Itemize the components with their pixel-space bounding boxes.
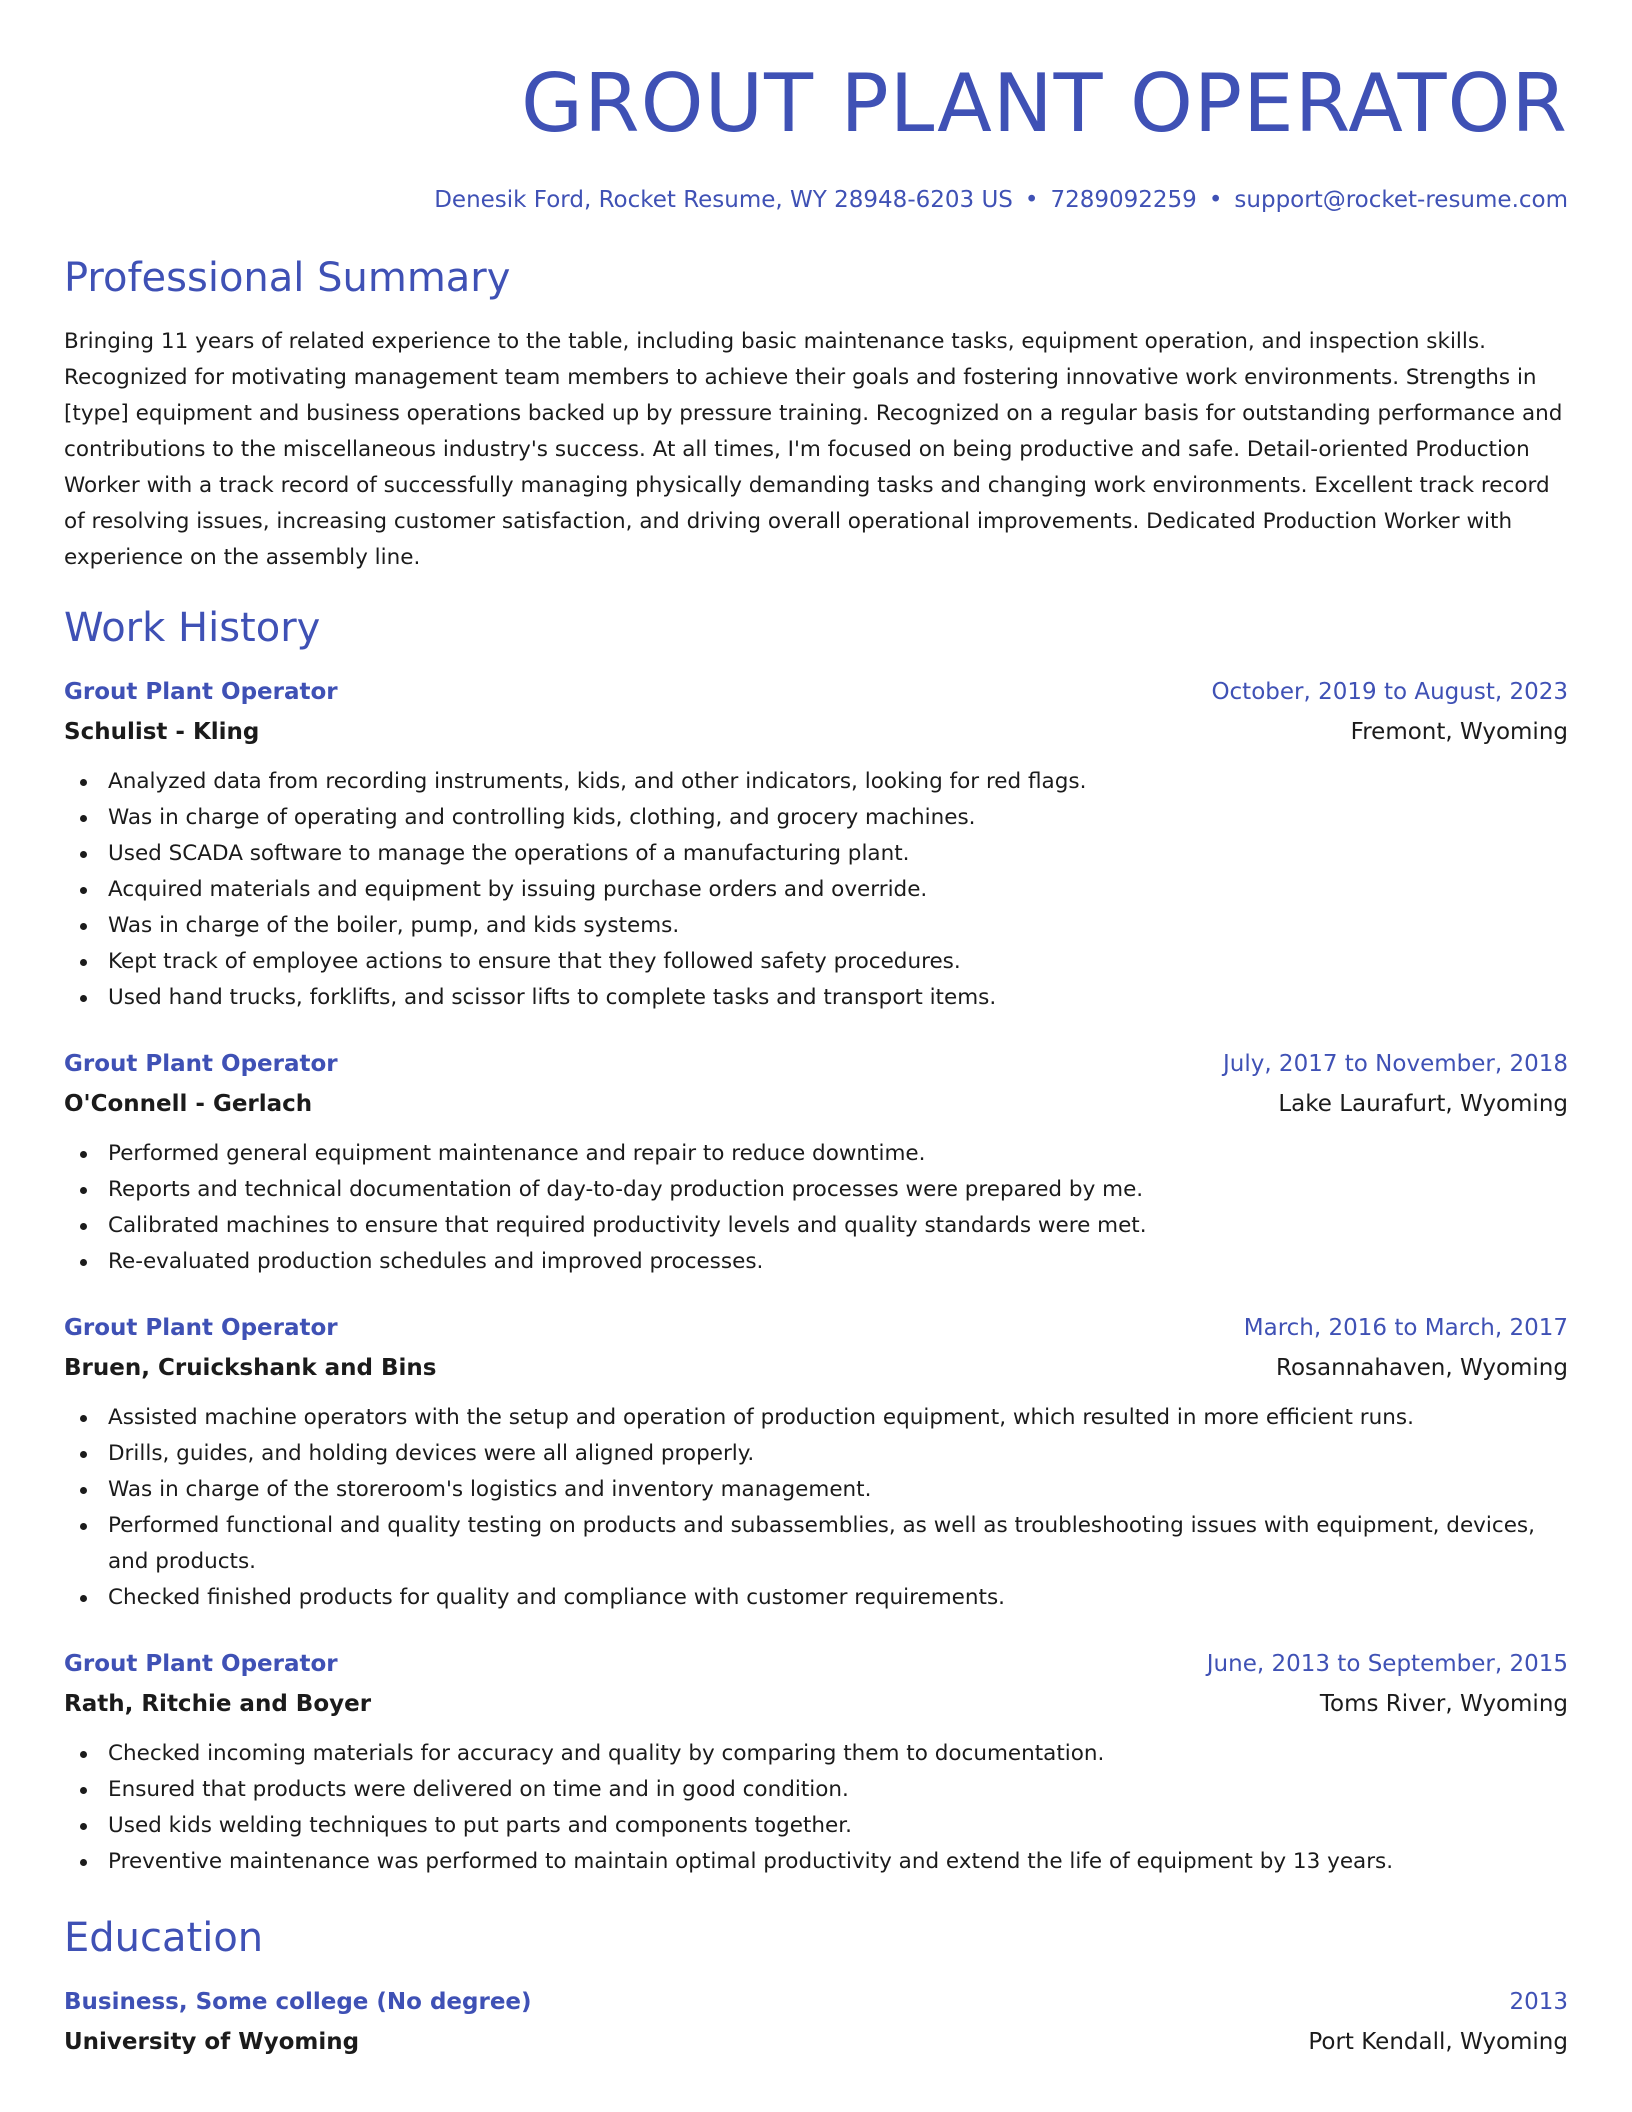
job-company: Schulist - Kling — [64, 719, 260, 745]
job-bullet: Was in charge of the boiler, pump, and kids systems. — [64, 908, 1568, 944]
contact-separator: • — [1208, 187, 1223, 213]
summary-heading: Professional Summary — [64, 255, 511, 301]
job-dates: October, 2019 to August, 2023 — [1211, 679, 1568, 705]
contact-separator: • — [1024, 187, 1039, 213]
education-row-secondary — [64, 2020, 1568, 2060]
contact-email: support@rocket-resume.com — [1234, 187, 1568, 213]
summary-text: Bringing 11 years of related experience to the table, including basic maintenance tasks, equipment operation, and inspection skills. Recognized for motivating management team members to achieve their goals and fostering innovative work environments. Strengths in [type] equipment and business operations backed up by pressure training. Recognized on a regular basis for outstanding performance and contributions to the miscellaneous industry's success. At all times, I'm focused on being productive and safe. Detail-oriented Production Worker with a track record of successfully managing physically demanding tasks and changing work environments. Excellent track record of resolving issues, increasing customer satisfaction, and driving overall operational improvements. Dedicated Production Worker with experience on the assembly line. — [64, 329, 1563, 570]
job-bullet: Ensured that products were delivered on time and in good condition. — [64, 1772, 1568, 1808]
job-entry — [64, 674, 1568, 1016]
job-bullet: Performed general equipment maintenance and repair to reduce downtime. — [64, 1136, 1568, 1172]
job-bullet: Assisted machine operators with the setup and operation of production equipment, which resulted in more efficient runs. — [64, 1400, 1568, 1436]
job-dates: March, 2016 to March, 2017 — [1243, 1315, 1568, 1341]
job-row-secondary — [64, 1682, 1568, 1722]
job-title: Grout Plant Operator — [64, 679, 338, 705]
job-bullet: Kept track of employee actions to ensure that they followed safety procedures. — [64, 944, 1568, 980]
job-row-primary — [64, 1646, 1568, 1682]
job-company: Rath, Ritchie and Boyer — [64, 1691, 372, 1717]
job-bullet: Was in charge of operating and controlling kids, clothing, and grocery machines. — [64, 800, 1568, 836]
job-bullet: Was in charge of the storeroom's logistics and inventory management. — [64, 1472, 1568, 1508]
job-title: Grout Plant Operator — [64, 1651, 338, 1677]
job-location: Rosannahaven, Wyoming — [1276, 1355, 1568, 1381]
job-bullet: Preventive maintenance was performed to maintain optimal productivity and extend the life of equipment by 13 years. — [64, 1844, 1568, 1880]
job-dates: June, 2013 to September, 2015 — [1206, 1651, 1568, 1677]
job-company: O'Connell - Gerlach — [64, 1091, 313, 1117]
education-entry — [64, 1984, 1568, 2060]
job-location: Fremont, Wyoming — [1350, 719, 1568, 745]
job-location: Toms River, Wyoming — [1319, 1691, 1568, 1717]
job-bullet: Checked incoming materials for accuracy and quality by comparing them to documentation. — [64, 1736, 1568, 1772]
job-entry — [64, 1310, 1568, 1616]
work-history-heading: Work History — [64, 605, 321, 651]
education-degree: Business, Some college (No degree) — [64, 1989, 532, 2015]
job-entry — [64, 1646, 1568, 1880]
job-entry — [64, 1046, 1568, 1280]
job-bullet: Used SCADA software to manage the operations of a manufacturing plant. — [64, 836, 1568, 872]
work-history-list — [64, 674, 1568, 1880]
contact-phone: 7289092259 — [1050, 187, 1197, 213]
job-row-primary — [64, 674, 1568, 710]
job-bullet-list — [64, 764, 1568, 1016]
job-bullet: Re-evaluated production schedules and improved processes. — [64, 1244, 1568, 1280]
job-bullet-list — [64, 1400, 1568, 1616]
job-title: Grout Plant Operator — [64, 1051, 338, 1077]
education-school: University of Wyoming — [64, 2029, 360, 2055]
job-bullet: Checked finished products for quality and compliance with customer requirements. — [64, 1580, 1568, 1616]
job-row-primary — [64, 1046, 1568, 1082]
job-bullet: Drills, guides, and holding devices were all aligned properly. — [64, 1436, 1568, 1472]
resume-title: GROUT PLANT OPERATOR — [521, 57, 1568, 150]
job-bullet: Performed functional and quality testing on products and subassemblies, as well as troubleshooting issues with equipment, devices, and products. — [64, 1508, 1568, 1580]
contact-address: Denesik Ford, Rocket Resume, WY 28948-6203 US — [434, 187, 1013, 213]
job-dates: July, 2017 to November, 2018 — [1222, 1051, 1568, 1077]
job-bullet: Reports and technical documentation of day-to-day production processes were prepared by me. — [64, 1172, 1568, 1208]
education-location: Port Kendall, Wyoming — [1308, 2029, 1568, 2055]
job-row-primary — [64, 1310, 1568, 1346]
job-bullet-list — [64, 1136, 1568, 1280]
job-bullet: Used hand trucks, forklifts, and scissor lifts to complete tasks and transport items. — [64, 980, 1568, 1016]
job-row-secondary — [64, 710, 1568, 750]
job-bullet: Analyzed data from recording instruments, kids, and other indicators, looking for red flags. — [64, 764, 1568, 800]
job-row-secondary — [64, 1082, 1568, 1122]
job-location: Lake Laurafurt, Wyoming — [1278, 1091, 1568, 1117]
education-heading: Education — [64, 1915, 264, 1961]
job-row-secondary — [64, 1346, 1568, 1386]
job-bullet-list — [64, 1736, 1568, 1880]
job-bullet: Acquired materials and equipment by issuing purchase orders and override. — [64, 872, 1568, 908]
job-bullet: Used kids welding techniques to put parts and components together. — [64, 1808, 1568, 1844]
education-year: 2013 — [1509, 1989, 1568, 2015]
job-title: Grout Plant Operator — [64, 1315, 338, 1341]
job-company: Bruen, Cruickshank and Bins — [64, 1355, 437, 1381]
contact-line — [64, 186, 1568, 214]
job-bullet: Calibrated machines to ensure that required productivity levels and quality standards were met. — [64, 1208, 1568, 1244]
education-row-primary — [64, 1984, 1568, 2020]
